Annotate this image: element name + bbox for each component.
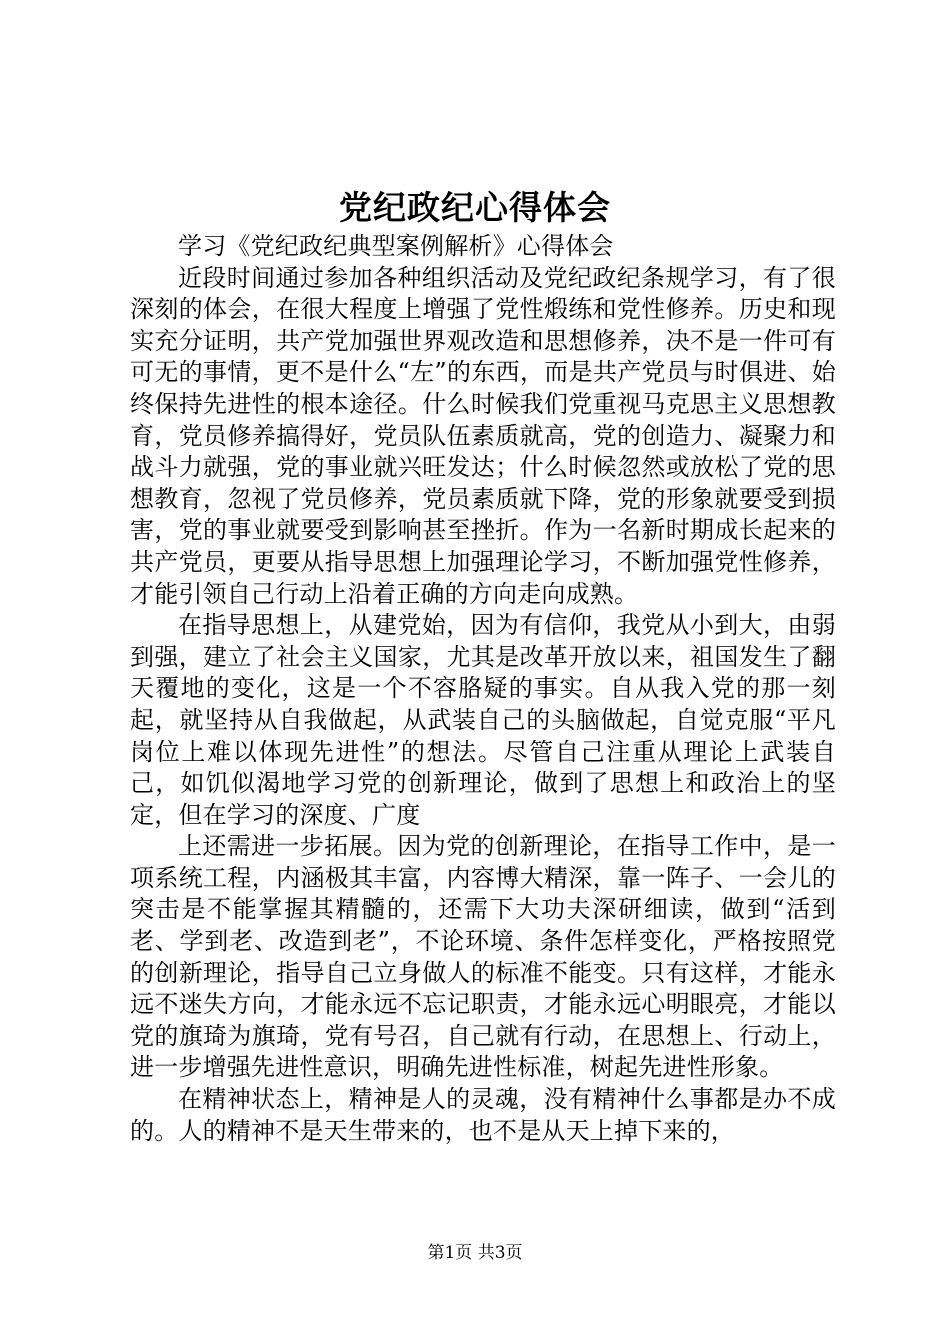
document-title: 党纪政纪心得体会: [339, 188, 611, 227]
document-body: [130, 231, 836, 1147]
paragraph: 近段时间通过参加各种组织活动及党纪政纪条规学习，有了很深刻的体会，在很大程度上增强了党性煅练和党性修养。历史和现实充分证明，共产党加强世界观改造和思想修养，决不是一件可有可无的事情，更不是什么“左”的东西，而是共产党员与时俱进、始终保持先进性的根本途径。什么时候我们党重视马克思主义思想教育，党员修养搞得好，党员队伍素质就高，党的创造力、凝聚力和战斗力就强，党的事业就兴旺发达；什么时候忽然或放松了党的思想教育，忽视了党员修养，党员素质就下降，党的形象就要受到损害，党的事业就要受到影响甚至挫折。作为一名新时期成长起来的共产党员，更要从指导思想上加强理论学习，不断加强党性修养，才能引领自己行动上沿着正确的方向走向成熟。: [130, 263, 836, 608]
paragraph: 在精神状态上，精神是人的灵魂，没有精神什么事都是办不成的。人的精神不是天生带来的，也不是从天上掉下来的，: [130, 1085, 836, 1145]
paragraph: 上还需进一步拓展。因为党的创新理论，在指导工作中，是一项系统工程，内涵极其丰富，内容博大精深，靠一阵子、一会儿的突击是不能掌握其精髓的，还需下大功夫深研细读，做到“活到老、学到老、改造到老”，不论环境、条件怎样变化，严格按照党的创新理论，指导自己立身做人的标准不能变。只有这样，才能永远不迷失方向，才能永远不忘记职责，才能永远心明眼亮，才能以党的旗琦为旗琦，党有号召，自己就有行动，在思想上、行动上，进一步增强先进性意识，明确先进性标准，树起先进性形象。: [130, 832, 836, 1082]
page-footer: 第1页 共3页: [427, 1243, 523, 1263]
paragraph: 在指导思想上，从建党始，因为有信仰，我党从小到大，由弱到强，建立了社会主义国家，尤其是改革开放以来，祖国发生了翻天覆地的变化，这是一个不容胳疑的事实。自从我入党的那一刻起，就坚持从自我做起，从武装自己的头脑做起，自觉克服“平凡岗位上难以体现先进性”的想法。尽管自己注重从理论上武装自己，如饥似渴地学习党的创新理论，做到了思想上和政治上的坚定，但在学习的深度、广度: [130, 611, 836, 829]
paragraph-subtitle: 学习《党纪政纪典型案例解析》心得体会: [178, 232, 614, 260]
